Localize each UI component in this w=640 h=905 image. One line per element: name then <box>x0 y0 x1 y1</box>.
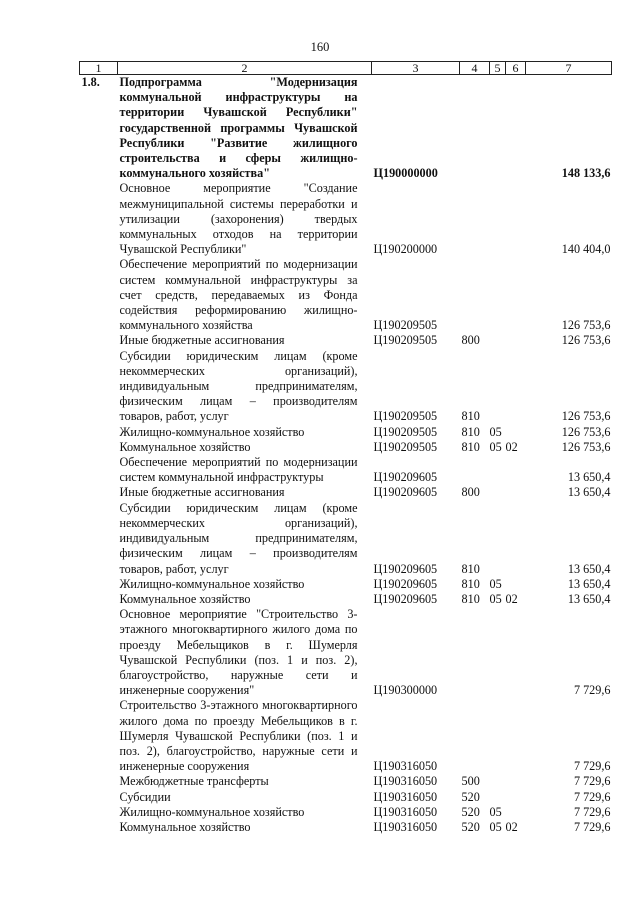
row-expense-type: 810 <box>461 424 480 439</box>
row-code: Ц190209505 <box>373 409 438 424</box>
row-subsection <box>506 577 526 592</box>
row-amount: 126 753,6 <box>561 424 611 439</box>
row-amount: 13 650,4 <box>567 591 611 606</box>
row-name: Коммунальное хозяйство <box>119 819 251 834</box>
row-subsection: 02 <box>505 591 518 606</box>
row-code: Ц190000000 <box>373 166 438 181</box>
row-amount: 140 404,0 <box>561 242 611 257</box>
row-amount: 7 729,6 <box>573 759 611 774</box>
row-name: Коммунальное хозяйство <box>119 439 251 454</box>
row-amount: 7 729,6 <box>573 819 611 834</box>
header-col-7: 7 <box>526 62 612 75</box>
row-subsection <box>506 774 526 789</box>
row-name: Коммунальное хозяйство <box>119 591 251 606</box>
row-section <box>490 485 506 500</box>
table-header <box>80 62 612 75</box>
row-section <box>490 181 506 257</box>
row-amount: 13 650,4 <box>567 576 611 591</box>
row-section <box>490 501 506 577</box>
header-row <box>80 62 612 75</box>
row-number <box>80 501 118 577</box>
row-subsection <box>506 805 526 820</box>
table-row <box>80 485 612 500</box>
row-name: Жилищно-коммунальное хозяйство <box>119 424 305 439</box>
table-row <box>80 790 612 805</box>
row-subsection <box>506 501 526 577</box>
table-body <box>80 75 612 836</box>
row-section: 05 <box>489 424 502 439</box>
table-row <box>80 501 612 577</box>
table-row <box>80 425 612 440</box>
row-amount: 126 753,6 <box>561 333 611 348</box>
table-row <box>80 75 612 182</box>
table-row <box>80 257 612 333</box>
row-expense-type: 520 <box>461 819 480 834</box>
row-expense-type <box>460 257 490 333</box>
row-expense-type: 800 <box>461 333 480 348</box>
row-code: Ц190316050 <box>373 774 438 789</box>
row-expense-type: 520 <box>461 789 480 804</box>
row-subsection <box>506 790 526 805</box>
row-code: Ц190316050 <box>373 819 438 834</box>
table-row <box>80 607 612 698</box>
row-code: Ц190300000 <box>373 683 438 698</box>
row-code: Ц190316050 <box>373 759 438 774</box>
row-number <box>80 440 118 455</box>
row-name: Жилищно-коммунальное хозяйство <box>119 804 305 819</box>
row-section: 05 <box>489 804 502 819</box>
row-name: Иные бюджетные ассигнования <box>119 333 285 348</box>
row-subsection <box>506 333 526 348</box>
page-number: 160 <box>310 40 330 54</box>
row-number <box>80 425 118 440</box>
row-expense-type: 500 <box>461 774 480 789</box>
row-amount: 7 729,6 <box>573 683 611 698</box>
header-col-2: 2 <box>118 62 372 75</box>
row-subsection <box>506 181 526 257</box>
row-amount: 13 650,4 <box>567 485 611 500</box>
row-subsection <box>506 485 526 500</box>
row-number <box>80 698 118 774</box>
row-number <box>80 820 118 835</box>
row-number <box>80 577 118 592</box>
row-amount: 7 729,6 <box>573 804 611 819</box>
row-subsection <box>506 75 526 182</box>
row-section <box>490 75 506 182</box>
row-subsection <box>506 698 526 774</box>
row-section <box>490 607 506 698</box>
row-number <box>80 774 118 789</box>
row-code: Ц190209505 <box>373 439 438 454</box>
row-number <box>80 181 118 257</box>
row-code: Ц190209505 <box>373 318 438 333</box>
row-code: Ц190209605 <box>373 470 438 485</box>
row-number <box>80 257 118 333</box>
row-amount: 126 753,6 <box>561 318 611 333</box>
row-section <box>490 333 506 348</box>
row-name: Субсидии юридическим лицам (кроме некоммерческих организаций), индивидуальным предпринимателям, физическим лицам – производителям товаров, работ, услуг <box>119 500 358 576</box>
row-amount: 126 753,6 <box>561 409 611 424</box>
row-code: Ц190209505 <box>373 424 438 439</box>
header-col-6: 6 <box>506 62 526 75</box>
row-subsection <box>506 257 526 333</box>
row-expense-type: 810 <box>461 561 480 576</box>
row-expense-type: 810 <box>461 409 480 424</box>
row-name: Подпрограмма "Модернизация коммунальной инфраструктуры на территории Чувашской Республики" государственной программы Чувашской Республики "Развитие жилищного строительства и сферы жилищно-коммунального хозяйства" <box>119 75 358 181</box>
row-name: Строительство 3-этажного многоквартирного жилого дома по проезду Мебельщиков в г. Шумерля Чувашской Республики (поз. 1 и поз. 2), благоустройство, наружные сети и инженерные сооружения <box>119 698 358 774</box>
row-section: 05 <box>489 576 502 591</box>
header-col-4: 4 <box>460 62 490 75</box>
row-name: Основное мероприятие "Строительство 3-этажного многоквартирного жилого дома по проезду Мебельщиков в г. Шумерля Чувашской Республики (поз. 1 и поз. 2), благоустройство, наружные сети и инженерные сооружения" <box>119 607 358 698</box>
row-section <box>490 455 506 485</box>
row-expense-type: 810 <box>461 576 480 591</box>
table-row <box>80 805 612 820</box>
row-code: Ц190209605 <box>373 576 438 591</box>
row-name: Субсидии юридическим лицам (кроме некоммерческих организаций), индивидуальным предпринимателям, физическим лицам – производителям товаров, работ, услуг <box>119 348 358 424</box>
row-amount: 126 753,6 <box>561 439 611 454</box>
row-subsection: 02 <box>505 439 518 454</box>
table-row <box>80 333 612 348</box>
row-number <box>80 592 118 607</box>
row-number <box>80 333 118 348</box>
header-col-3: 3 <box>372 62 460 75</box>
row-name: Основное мероприятие "Создание межмуниципальной системы переработки и утилизации (захоронения) твердых коммунальных отходов на территории Чувашской Республики" <box>119 181 358 257</box>
row-number <box>80 805 118 820</box>
table-row <box>80 820 612 835</box>
row-number: 1.8. <box>81 75 100 89</box>
row-name: Иные бюджетные ассигнования <box>119 485 285 500</box>
row-expense-type <box>460 455 490 485</box>
row-name: Обеспечение мероприятий по модернизации систем коммунальной инфраструктуры <box>119 455 358 485</box>
row-code: Ц190316050 <box>373 789 438 804</box>
row-section <box>490 349 506 425</box>
row-expense-type <box>460 75 490 182</box>
row-expense-type <box>460 698 490 774</box>
row-amount: 7 729,6 <box>573 789 611 804</box>
row-amount: 13 650,4 <box>567 470 611 485</box>
row-code: Ц190200000 <box>373 242 438 257</box>
row-section: 05 <box>489 819 502 834</box>
row-section <box>490 257 506 333</box>
row-name: Субсидии <box>119 789 171 804</box>
row-subsection <box>506 455 526 485</box>
row-expense-type: 810 <box>461 591 480 606</box>
row-subsection <box>506 607 526 698</box>
table-row <box>80 577 612 592</box>
row-number <box>80 790 118 805</box>
row-amount: 13 650,4 <box>567 561 611 576</box>
row-number <box>80 455 118 485</box>
row-section: 05 <box>489 591 502 606</box>
row-section: 05 <box>489 439 502 454</box>
row-expense-type <box>460 607 490 698</box>
row-section <box>490 698 506 774</box>
row-number <box>80 349 118 425</box>
row-expense-type: 800 <box>461 485 480 500</box>
row-name: Межбюджетные трансферты <box>119 774 269 789</box>
table-row <box>80 440 612 455</box>
table-row <box>80 349 612 425</box>
row-name: Жилищно-коммунальное хозяйство <box>119 576 305 591</box>
table-row <box>80 774 612 789</box>
row-name: Обеспечение мероприятий по модернизации систем коммунальной инфраструктуры за счет средств, передаваемых из Фонда содействия реформированию жилищно-коммунального хозяйства <box>119 257 358 333</box>
row-amount: 7 729,6 <box>573 774 611 789</box>
row-code: Ц190316050 <box>373 804 438 819</box>
row-code: Ц190209505 <box>373 333 438 348</box>
row-expense-type: 520 <box>461 804 480 819</box>
row-code: Ц190209605 <box>373 591 438 606</box>
table-row <box>80 698 612 774</box>
table-row <box>80 181 612 257</box>
row-expense-type <box>460 181 490 257</box>
row-section <box>490 790 506 805</box>
table-row <box>80 592 612 607</box>
row-number <box>80 607 118 698</box>
row-amount: 148 133,6 <box>561 166 611 181</box>
header-col-5: 5 <box>490 62 506 75</box>
row-subsection <box>506 425 526 440</box>
table-row <box>80 455 612 485</box>
row-number <box>80 485 118 500</box>
budget-table <box>79 61 612 835</box>
row-subsection <box>506 349 526 425</box>
row-code: Ц190209605 <box>373 561 438 576</box>
header-col-1: 1 <box>80 62 118 75</box>
row-expense-type: 810 <box>461 439 480 454</box>
row-section <box>490 774 506 789</box>
row-code: Ц190209605 <box>373 485 438 500</box>
row-subsection: 02 <box>505 819 518 834</box>
